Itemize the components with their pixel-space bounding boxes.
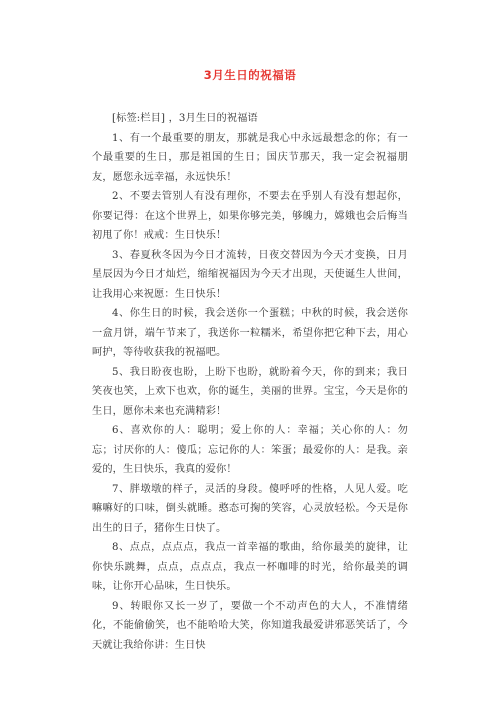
document-title: 3月生日的祝福语	[203, 68, 297, 82]
document-body	[92, 109, 408, 655]
paragraph-8: 8、点点，点点点，我点一首幸福的歌曲，给你最美的旋律，让你快乐跳舞，点点，点点点，我点一杯咖啡的时光，给你最美的调味，让你开心品味，生日快乐。	[92, 542, 408, 592]
paragraph-7: 7、胖墩墩的样子，灵活的身段。傻呼呼的性格，人见人爱。吃嘛嘛好的口味，倒头就睡。憨态可掬的笑容，心灵放轻松。今天是你出生的日子，猪你生日快了。	[92, 483, 408, 534]
paragraph-3: 3、春夏秋冬因为今日才流转，日夜交替因为今天才变换，日月星辰因为今日才灿烂，缩缩祝福因为今天才出现，天使诞生人世间，让我用心来祝愿：生日快乐！	[92, 249, 408, 300]
paragraph-4: 4、你生日的时候，我会送你一个蛋糕；中秋的时候，我会送你一盒月饼，端午节来了，我送你一粒糯米，希望你把它种下去，用心呵护，等待收获我的祝福吧。	[92, 308, 408, 358]
paragraph-9: 9、转眼你又长一岁了，要做一个不动声色的大人，不准情绪化，不能偷偷笑，也不能哈哈大笑，你知道我最爱讲邪恶笑话了，今天就让我给你讲：生日快	[92, 600, 408, 651]
paragraph-5: 5、我日盼夜也盼，上盼下也盼，就盼着今天，你的到来；我日笑夜也笑，上欢下也欢，你的诞生，美丽的世界。宝宝，今天是你的生日，愿你未来也充满精彩！	[92, 366, 408, 417]
paragraph-2: 2、不要去管别人有没有理你，不要去在乎别人有没有想起你，你要记得：在这个世界上，如果你够完美，够魄力，嫦娥也会后悔当初甩了你！戒戒：生日快乐！	[92, 191, 408, 241]
paragraph-tag-line: [标签:栏目] ，3月生日的祝福语	[112, 113, 258, 124]
paragraph-6: 6、喜欢你的人：聪明；爱上你的人：幸福；关心你的人：勿忘；讨厌你的人：傻瓜；忘记你的人：笨蛋；最爱你的人：是我。亲爱的，生日快乐，我真的爱你！	[92, 425, 408, 475]
paragraph-1: 1、有一个最重要的朋友，那就是我心中永远最想念的你；有一个最重要的生日，那是祖国的生日；国庆节那天，我一定会祝福朋友，愿您永远幸福，永远快乐！	[92, 132, 408, 183]
